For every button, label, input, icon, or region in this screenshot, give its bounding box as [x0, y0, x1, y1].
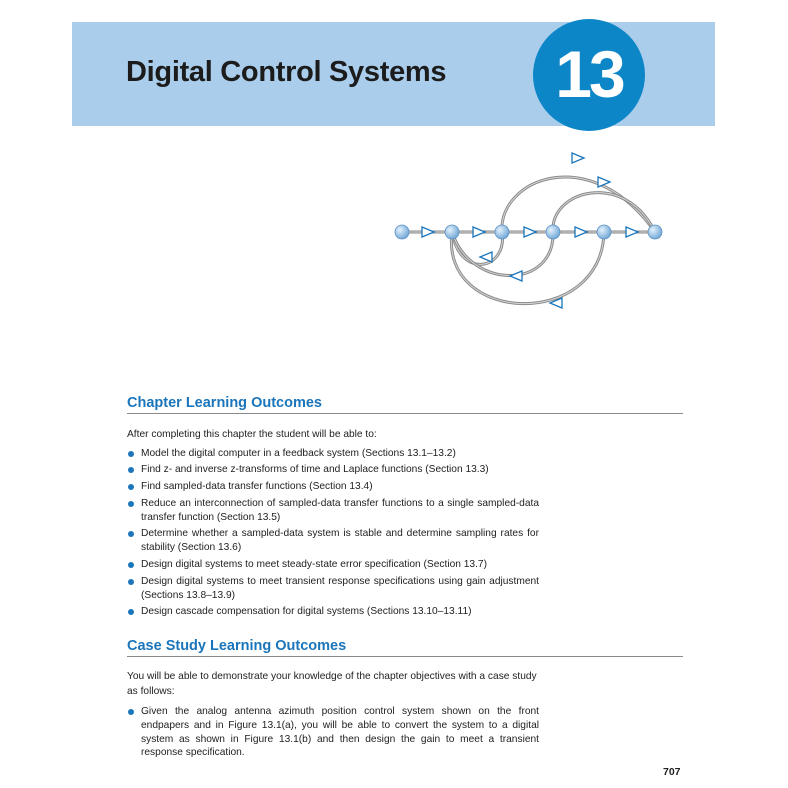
list-item [127, 480, 539, 494]
list-item [127, 605, 539, 619]
arrow-icon [626, 227, 638, 237]
list-item [127, 705, 539, 760]
node [597, 225, 611, 239]
bullet-icon [128, 562, 134, 568]
section-heading: Chapter Learning Outcomes [127, 395, 683, 414]
node [445, 225, 459, 239]
arrow-icon [422, 227, 434, 237]
arrow-icon [510, 271, 522, 281]
case-study-learning-outcomes [127, 638, 683, 763]
section-heading: Case Study Learning Outcomes [127, 638, 683, 657]
list-item-text: Given the analog antenna azimuth position control system shown on the front endpapers and in Figure 13.1(a), you will be able to convert the system to a digital system as shown in Figure 13.1(b) and then design the gain to meet a transient response specification. [141, 706, 539, 759]
chapter-title: Digital Control Systems [126, 56, 447, 88]
arrow-icon [524, 227, 536, 237]
list-item [127, 463, 539, 477]
chapter-number-badge [533, 19, 645, 131]
bullet-icon [128, 531, 134, 537]
page-number: 707 [663, 766, 681, 778]
chapter-number: 13 [555, 37, 623, 111]
list-item-text: Find z- and inverse z-transforms of time and Laplace functions (Section 13.3) [141, 464, 489, 476]
loop-branches [451, 177, 655, 304]
list-item-text: Model the digital computer in a feedback system (Sections 13.1–13.2) [141, 447, 456, 459]
list-item [127, 558, 539, 572]
chapter-learning-outcomes [127, 395, 683, 622]
list-item-text: Design digital systems to meet transient response specifications using gain adjustment (Sections 13.8–13.9) [141, 575, 539, 601]
bullet-icon [128, 579, 134, 585]
bullet-icon [128, 609, 134, 615]
outcome-list [127, 447, 539, 620]
node [546, 225, 560, 239]
arrow-icon [572, 153, 584, 163]
outcome-list [127, 705, 539, 760]
bullet-icon [128, 451, 134, 457]
list-item [127, 527, 539, 555]
section-intro: After completing this chapter the student will be able to: [127, 429, 377, 440]
arrow-icon [575, 227, 587, 237]
arrow-icon [480, 252, 492, 262]
signal-flow-graph [380, 140, 680, 320]
list-item [127, 575, 539, 603]
list-item-text: Reduce an interconnection of sampled-data transfer functions to a single sampled-data transfer function (Section 13.5) [141, 497, 539, 523]
list-item-text: Determine whether a sampled-data system is stable and determine sampling rates for stability (Section 13.6) [141, 528, 539, 554]
list-item [127, 497, 539, 525]
section-intro: You will be able to demonstrate your knowledge of the chapter objectives with a case study as follows: [127, 671, 537, 697]
bullet-icon [128, 484, 134, 490]
list-item [127, 447, 539, 461]
bullet-icon [128, 501, 134, 507]
list-item-text: Design cascade compensation for digital systems (Sections 13.10–13.11) [141, 606, 472, 618]
node [495, 225, 509, 239]
node [395, 225, 409, 239]
bullet-icon [128, 467, 134, 473]
arrow-icon [473, 227, 485, 237]
bullet-icon [128, 709, 134, 715]
list-item-text: Design digital systems to meet steady-state error specification (Section 13.7) [141, 559, 487, 571]
list-item-text: Find sampled-data transfer functions (Section 13.4) [141, 481, 373, 493]
node [648, 225, 662, 239]
